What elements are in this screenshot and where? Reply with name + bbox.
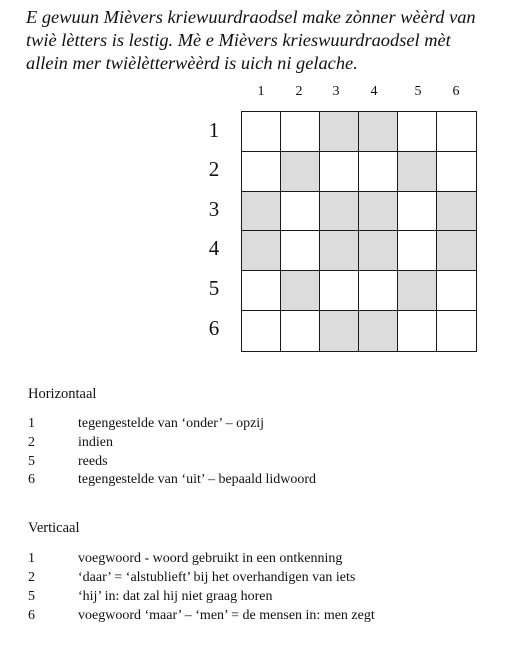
- grid-cell[interactable]: [398, 192, 437, 232]
- intro-line-2: twiè lètters is lestig. Mè e Mièvers krieswuurdraodsel mèt: [26, 30, 451, 50]
- clue-text: reeds: [78, 454, 108, 469]
- grid-cell[interactable]: [437, 112, 476, 152]
- grid-cell-shaded: [359, 112, 398, 152]
- grid-cell-shaded: [320, 192, 359, 232]
- column-number: 6: [452, 84, 460, 99]
- clue-number: 2: [28, 570, 35, 585]
- clue-row: [28, 570, 508, 588]
- clue-text: voegwoord - woord gebruikt in een ontkenning: [78, 551, 343, 566]
- grid-cell-shaded: [242, 231, 281, 271]
- column-number: 3: [332, 84, 340, 99]
- clue-row: [28, 454, 508, 472]
- clue-number: 6: [28, 472, 35, 487]
- column-number: 2: [295, 84, 303, 99]
- column-number: 1: [257, 84, 265, 99]
- grid-cell-shaded: [320, 231, 359, 271]
- grid-cell[interactable]: [437, 152, 476, 192]
- grid-cell[interactable]: [281, 231, 320, 271]
- horizontaal-heading: Horizontaal: [28, 386, 97, 402]
- row-number: 3: [208, 197, 220, 221]
- grid-cell-shaded: [359, 231, 398, 271]
- grid-cell[interactable]: [320, 152, 359, 192]
- row-number: 4: [208, 236, 220, 260]
- clue-text: ‘hij’ in: dat zal hij niet graag horen: [78, 589, 273, 604]
- row-number: 1: [208, 118, 220, 142]
- grid-cell-shaded: [437, 231, 476, 271]
- clue-text: voegwoord ‘maar’ – ‘men’ = de mensen in: men zegt: [78, 608, 375, 623]
- clue-text: indien: [78, 435, 113, 450]
- clue-text: tegengestelde van ‘onder’ – opzij: [78, 416, 265, 431]
- grid-cell[interactable]: [242, 152, 281, 192]
- grid-cell-shaded: [320, 112, 359, 152]
- row-number: 6: [208, 316, 220, 340]
- grid-cell[interactable]: [242, 271, 281, 311]
- grid-cell[interactable]: [437, 271, 476, 311]
- grid-cell[interactable]: [320, 271, 359, 311]
- clue-text: ‘daar’ = ‘alstublieft’ bij het overhandigen van iets: [78, 570, 356, 585]
- grid-cell-shaded: [437, 192, 476, 232]
- grid-cell[interactable]: [281, 112, 320, 152]
- clue-number: 5: [28, 454, 35, 469]
- grid-cell-shaded: [359, 192, 398, 232]
- clue-row: [28, 435, 508, 453]
- clue-row: [28, 416, 508, 434]
- crossword-grid: [241, 111, 477, 352]
- clue-row: [28, 472, 508, 490]
- clue-number: 6: [28, 608, 35, 623]
- clue-number: 1: [28, 416, 35, 431]
- clue-number: 2: [28, 435, 35, 450]
- row-number: 2: [208, 157, 220, 181]
- column-number: 5: [414, 84, 422, 99]
- grid-cell[interactable]: [242, 311, 281, 351]
- grid-cell-shaded: [320, 311, 359, 351]
- grid-cell-shaded: [281, 152, 320, 192]
- grid-cell[interactable]: [359, 152, 398, 192]
- intro-line-1: E gewuun Mièvers kriewuurdraodsel make zònner wèèrd van: [26, 7, 476, 27]
- grid-cell-shaded: [359, 311, 398, 351]
- clue-number: 5: [28, 589, 35, 604]
- grid-cell[interactable]: [398, 112, 437, 152]
- grid-cell-shaded: [398, 271, 437, 311]
- clue-row: [28, 608, 508, 626]
- grid-cell[interactable]: [281, 192, 320, 232]
- grid-cell[interactable]: [242, 112, 281, 152]
- clue-row: [28, 551, 508, 569]
- grid-cell-shaded: [242, 192, 281, 232]
- grid-cell[interactable]: [359, 271, 398, 311]
- clue-number: 1: [28, 551, 35, 566]
- clue-text: tegengestelde van ‘uit’ – bepaald lidwoord: [78, 472, 317, 487]
- grid-cell[interactable]: [398, 231, 437, 271]
- intro-paragraph: [26, 6, 516, 75]
- row-number: 5: [208, 276, 220, 300]
- verticaal-heading: Verticaal: [28, 520, 80, 536]
- intro-line-3: allein mer twièlètterwèèrd is uich ni gelache.: [26, 53, 358, 73]
- column-number: 4: [370, 84, 378, 99]
- grid-cell[interactable]: [437, 311, 476, 351]
- grid-cell-shaded: [281, 271, 320, 311]
- grid-cell[interactable]: [398, 311, 437, 351]
- grid-cell[interactable]: [281, 311, 320, 351]
- grid-cell-shaded: [398, 152, 437, 192]
- clue-row: [28, 589, 508, 607]
